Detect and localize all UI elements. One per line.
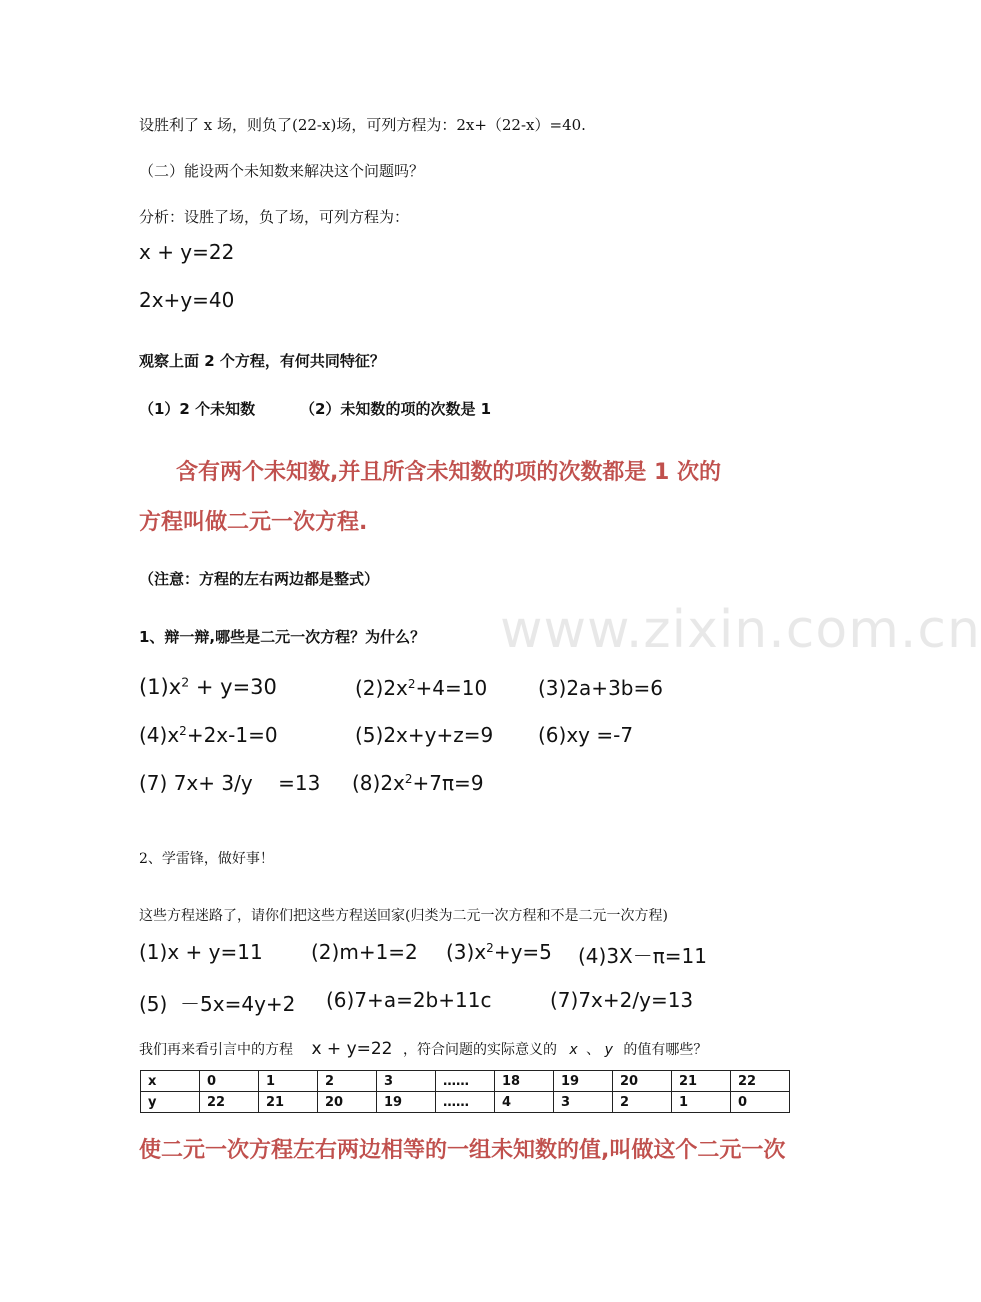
q2-equation-1: (1)x + y=11: [139, 940, 263, 964]
table-row-y: [141, 1092, 790, 1113]
q2-equation-7: (7)7x+2/y=13: [550, 988, 694, 1012]
definition-line-2: 方程叫做二元一次方程.: [139, 510, 368, 535]
q2-equation-2: (2)m+1=2: [311, 940, 418, 964]
q1-equation-6: (6)xy =-7: [538, 723, 634, 747]
question-2-title: 2、学雷锋，做好事！: [139, 851, 274, 867]
table-cell: ……: [436, 1071, 495, 1092]
q1-equation-4: $(4)x^2+2x-1=0$: [139, 723, 278, 747]
watermark: www.zixin.com.cn: [500, 600, 981, 660]
table-cell: 4: [495, 1092, 554, 1113]
q1-equation-7: (7) 7x+ 3/y =13: [139, 771, 321, 795]
table-cell: ……: [436, 1092, 495, 1113]
revisit-equation: x + y=22: [311, 1039, 393, 1059]
table-cell: 20: [613, 1071, 672, 1092]
table-cell: y: [141, 1092, 200, 1113]
q2-equation-6: (6)7+a=2b+11c: [326, 988, 492, 1012]
table-cell: 22: [200, 1092, 259, 1113]
definition-line-1: 含有两个未知数,并且所含未知数的项的次数都是 1 次的: [176, 460, 721, 485]
table-cell: 20: [318, 1092, 377, 1113]
value-table: [140, 1070, 790, 1113]
q2-equation-3: $(3)x^2+y=5$: [446, 940, 552, 964]
revisit-suffix: 的值有哪些？: [623, 1042, 708, 1058]
revisit-line: [139, 1039, 707, 1059]
q2-equation-4: (4)3X－π=11: [578, 944, 708, 968]
analysis-line: 分析：设胜了场，负了场，可列方程为：: [139, 208, 410, 226]
question-1-title: 1、辩一辩,哪些是二元一次方程？为什么？: [139, 628, 426, 646]
q1-equation-1: $(1)x^2 + y=30$: [139, 674, 277, 699]
intro-line-1: 设胜利了 x 场，则负了(22-x)场，可列方程为：2x+（22-x）=40.: [139, 116, 586, 134]
table-cell: 0: [731, 1092, 790, 1113]
table-cell: 0: [200, 1071, 259, 1092]
table-cell: 21: [259, 1092, 318, 1113]
table-cell: 18: [495, 1071, 554, 1092]
table-cell: x: [141, 1071, 200, 1092]
q2-equation-5: (5) －5x=4y+2: [139, 992, 296, 1016]
table-row-x: [141, 1071, 790, 1092]
feature-1: （1）2 个未知数: [139, 400, 256, 418]
question-2-intro: 这些方程迷路了，请你们把这些方程送回家(归类为二元一次方程和不是二元一次方程): [139, 908, 668, 924]
table-cell: 19: [554, 1071, 613, 1092]
system-equation-1: x + y=22: [139, 240, 235, 264]
table-cell: 2: [613, 1092, 672, 1113]
table-cell: 21: [672, 1071, 731, 1092]
q1-equation-3: (3)2a+3b=6: [538, 676, 663, 700]
observe-question: 观察上面 2 个方程，有何共同特征？: [139, 352, 385, 370]
solution-definition: 使二元一次方程左右两边相等的一组未知数的值,叫做这个二元一次: [139, 1138, 786, 1163]
table-cell: 1: [672, 1092, 731, 1113]
table-cell: 3: [377, 1071, 436, 1092]
system-equation-2: 2x+y=40: [139, 288, 235, 312]
note: （注意：方程的左右两边都是整式）: [139, 570, 380, 588]
revisit-middle: ，符合问题的实际意义的: [402, 1042, 557, 1058]
q1-equation-8: $(8)2x^2+7\pi=9$: [352, 771, 484, 795]
feature-2: （2）未知数的项的次数是 1: [300, 400, 492, 418]
table-cell: 2: [318, 1071, 377, 1092]
table-cell: 3: [554, 1092, 613, 1113]
table-cell: 1: [259, 1071, 318, 1092]
q1-equation-2: $(2)2x^2+4=10$: [355, 676, 488, 700]
table-cell: 19: [377, 1092, 436, 1113]
intro-line-2: （二）能设两个未知数来解决这个问题吗？: [139, 162, 425, 180]
revisit-y: y: [604, 1042, 613, 1058]
revisit-x: x: [569, 1042, 578, 1058]
table-cell: 22: [731, 1071, 790, 1092]
q1-equation-5: (5)2x+y+z=9: [355, 723, 494, 747]
revisit-prefix: 我们再来看引言中的方程: [139, 1042, 293, 1058]
revisit-separator: 、: [586, 1042, 601, 1058]
